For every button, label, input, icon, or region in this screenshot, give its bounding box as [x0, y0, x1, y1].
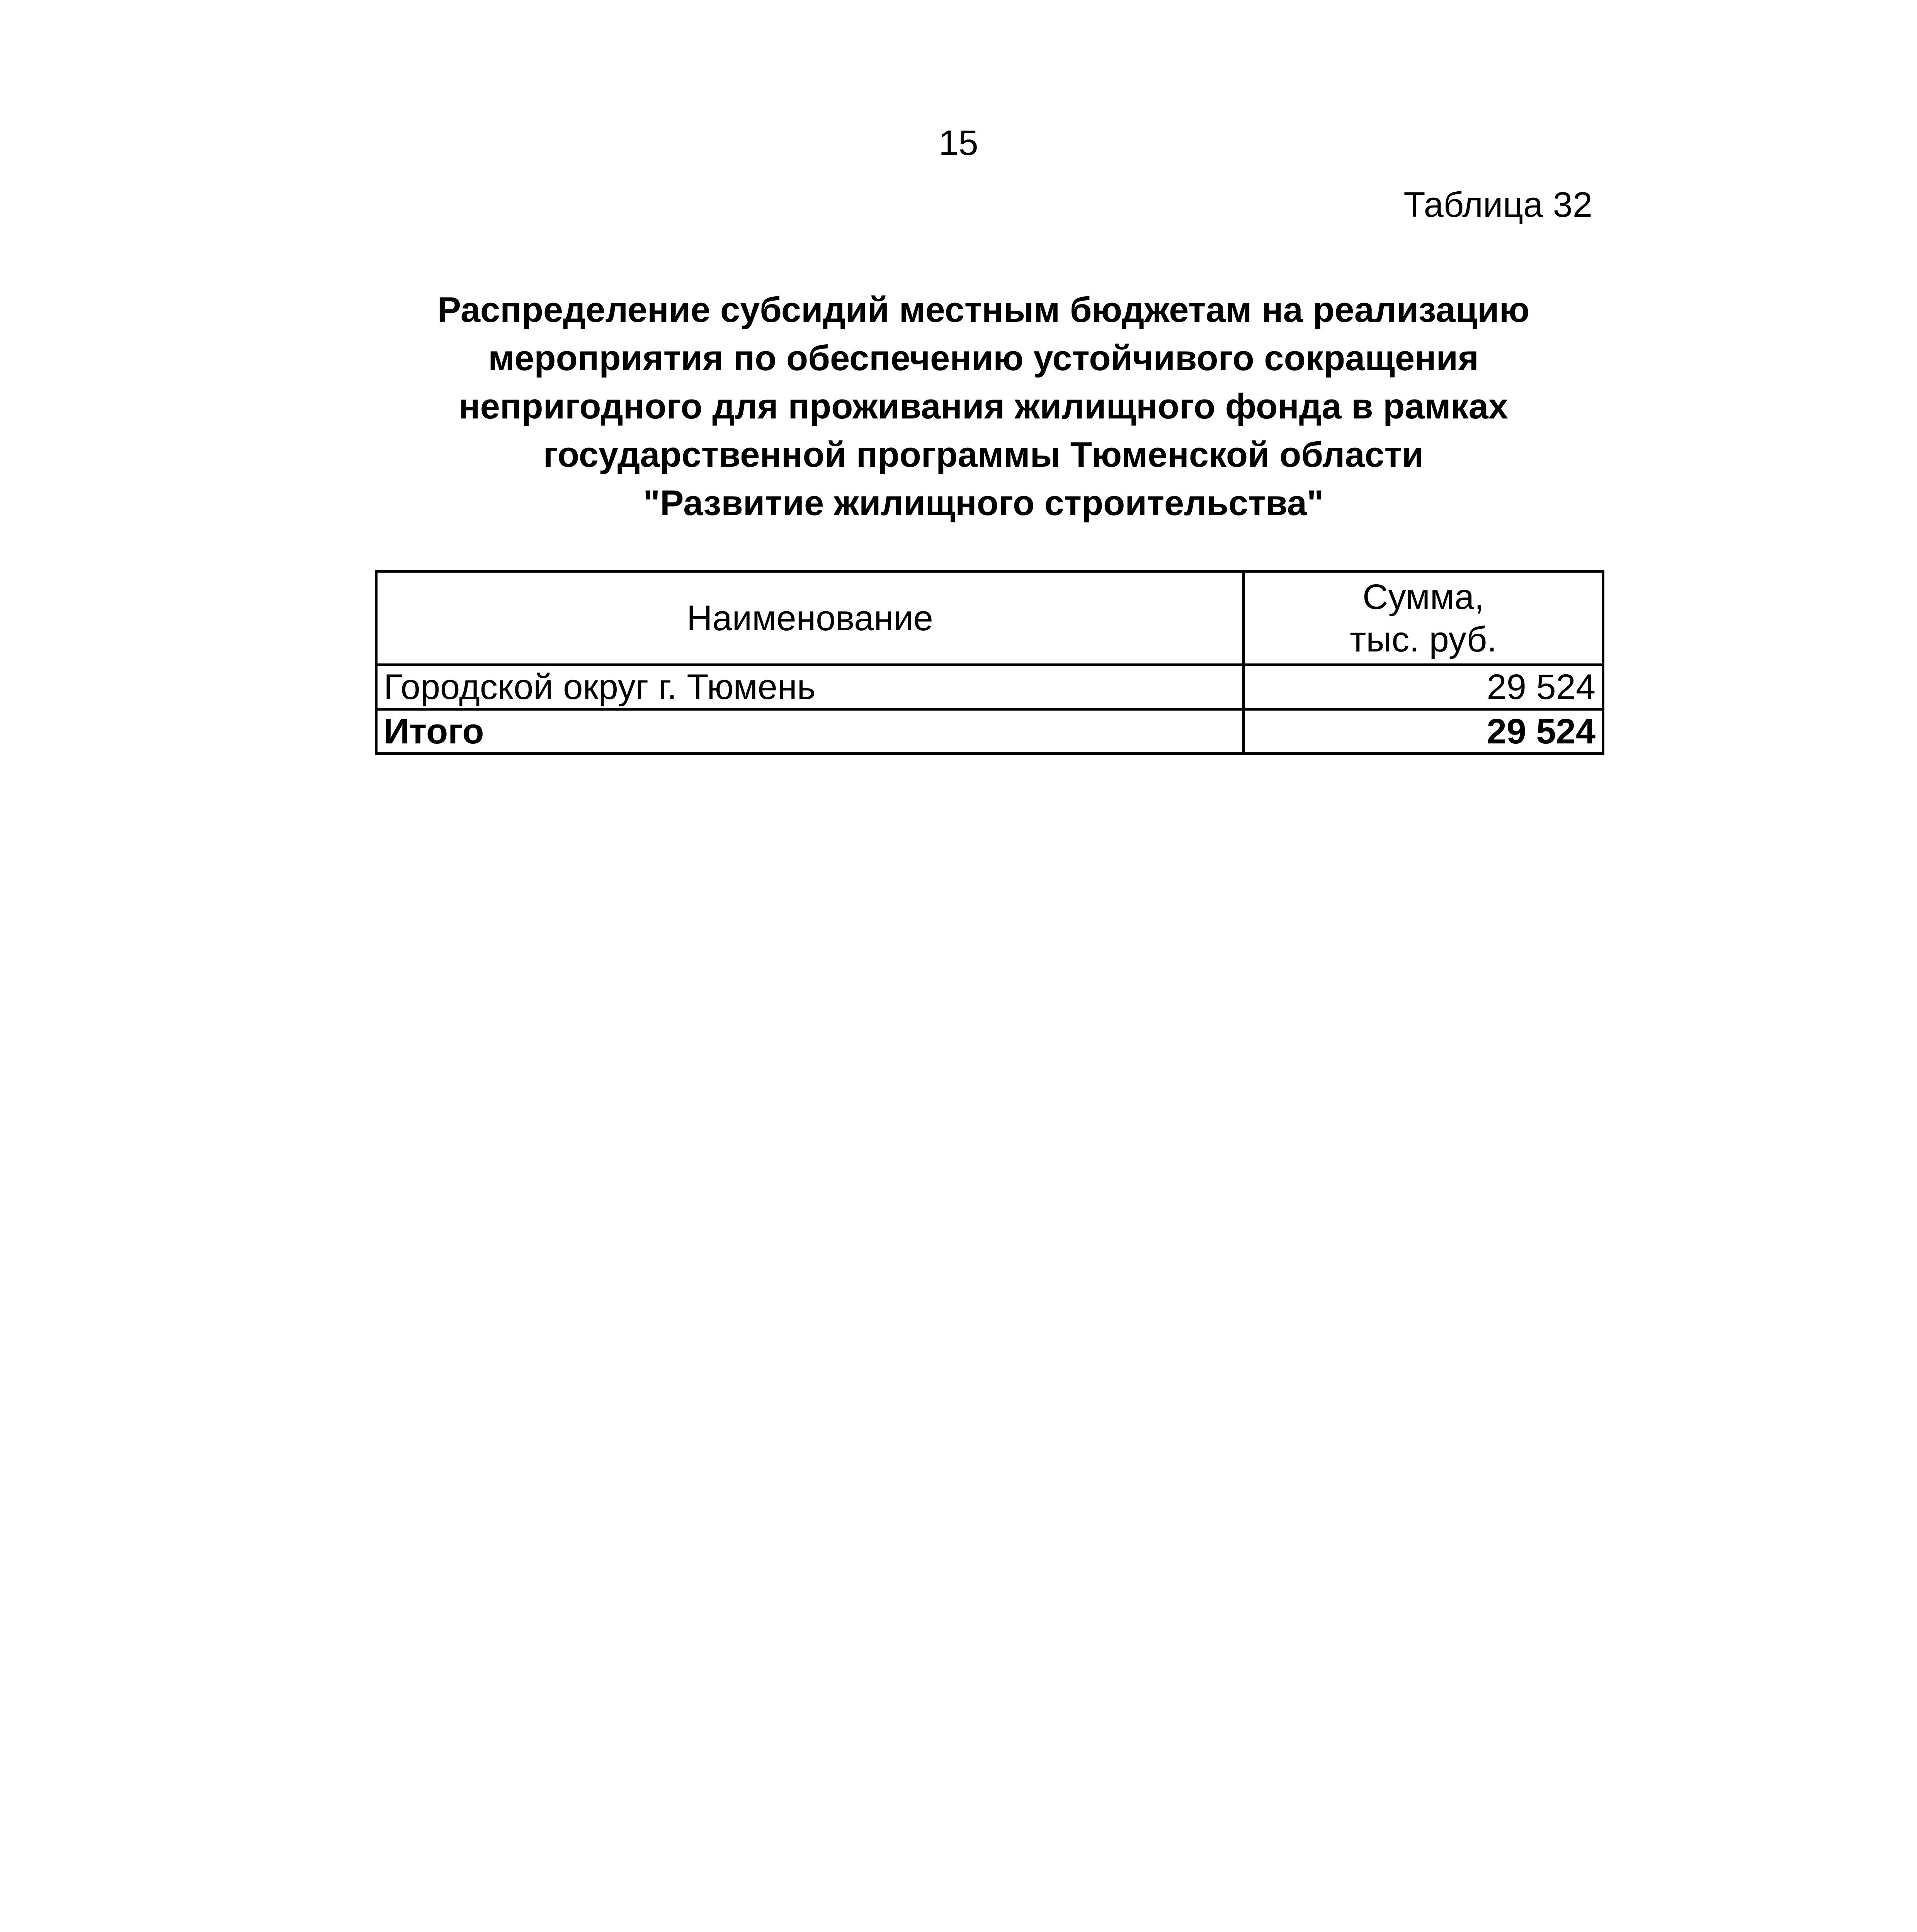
table-label: Таблица 32	[1403, 185, 1592, 224]
total-row	[376, 709, 1603, 754]
total-name: Итого	[376, 709, 1244, 754]
header-name: Наименование	[376, 571, 1244, 665]
title-line: Распределение субсидий местным бюджетам на реализацию	[437, 290, 1530, 330]
row-sum: 29 524	[1243, 665, 1603, 709]
total-sum: 29 524	[1243, 709, 1603, 754]
row-name: Городской округ г. Тюмень	[376, 665, 1244, 709]
title-line: мероприятия по обеспечению устойчивого сокращения	[488, 338, 1479, 378]
header-sum	[1243, 571, 1603, 665]
title-line: государственной программы Тюменской области	[543, 435, 1424, 474]
header-sum-line2: тыс. руб.	[1350, 619, 1497, 659]
table-header-row	[376, 571, 1603, 665]
table-row	[376, 665, 1603, 709]
subsidy-table	[375, 570, 1604, 755]
page-number: 15	[939, 123, 978, 163]
title-line: "Развитие жилищного строительства"	[643, 483, 1324, 523]
title-line: непригодного для проживания жилищного фонда в рамках	[459, 387, 1508, 426]
header-sum-line1: Сумма,	[1362, 577, 1484, 617]
document-title	[371, 286, 1596, 527]
